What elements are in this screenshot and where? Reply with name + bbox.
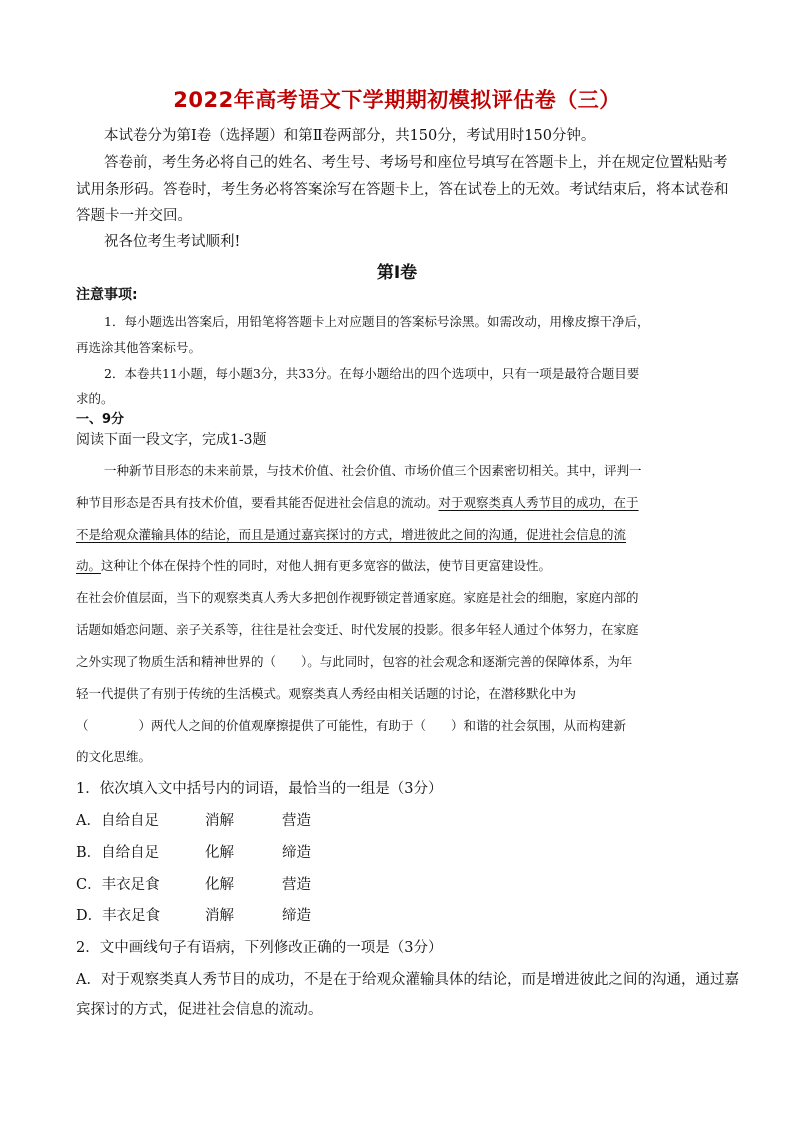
passage-line-4	[76, 556, 551, 576]
option-d-word-1: D．丰衣足食	[76, 908, 161, 924]
option-b-word-1: B．自给自足	[76, 845, 160, 861]
passage-line-4-text: 这种让个体在保持个性的同时，对他人拥有更多宽容的做法，使节目更富建设性。	[101, 558, 552, 573]
note-1-line-2: 再选涂其他答案标号。	[76, 340, 202, 355]
passage-line-8: 轻一代提供了有别于传统的生活模式。观察类真人秀经由相关话题的讨论，在潜移默化中为	[76, 686, 577, 701]
passage-line-6: 话题如婚恋问题、亲子关系等，往往是社会变迁、时代发展的投影。很多年轻人通过个体努力，在家庭	[76, 622, 639, 637]
passage-line-9: （ ）两代人之间的价值观摩擦提供了可能性，有助于（ ）和谐的社会氛围，从而构建新	[76, 718, 627, 733]
question-2-stem: 2．文中画线句子有语病，下列修改正确的一项是（3分）	[76, 940, 443, 956]
section-title: 第Ⅰ卷	[376, 263, 418, 283]
question-2-option-a-line-1: A．对于观察类真人秀节目的成功，不是在于给观众灌输具体的结论，而是增进彼此之间的沟通，通过嘉	[76, 972, 739, 988]
passage-line-1: 一种新节目形态的未来前景，与技术价值、社会价值、市场价值三个因素密切相关。其中，评判一	[104, 463, 642, 478]
intro-paragraph-3: 祝各位考生考试顺利!	[104, 234, 241, 250]
option-c-word-1: C．丰衣足食	[76, 877, 160, 893]
intro-paragraph-1: 本试卷分为第Ⅰ卷（选择题）和第Ⅱ卷两部分，共150分，考试用时150分钟。	[104, 128, 596, 144]
passage-line-2-text: 种节目形态是否具有技术价值，要看其能否促进社会信息的流动。	[76, 495, 439, 510]
option-a-word-1: A．自给自足	[76, 813, 159, 829]
option-b-word-3: 缔造	[282, 845, 311, 861]
option-b-word-2: 化解	[205, 845, 234, 861]
option-d-word-2: 消解	[205, 908, 234, 924]
part-1-instruction: 阅读下面一段文字，完成1-3题	[76, 432, 267, 448]
option-a-word-2: 消解	[205, 813, 234, 829]
note-1-line-1: 1．每小题选出答案后，用铅笔将答题卡上对应题目的答案标号涂黑。如需改动，用橡皮擦干净后，	[104, 314, 650, 329]
passage-line-2	[76, 493, 639, 513]
note-2-line-2: 求的。	[76, 391, 114, 406]
intro-paragraph-2-line-3: 答题卡一并交回。	[76, 208, 192, 224]
underlined-sentence-start: 对于观察类真人秀节目的成功，在于	[438, 495, 639, 510]
passage-line-10: 的文化思维。	[76, 749, 152, 764]
option-d-word-3: 缔造	[282, 908, 311, 924]
option-c-word-2: 化解	[205, 877, 234, 893]
option-a-word-3: 营造	[282, 813, 311, 829]
part-1-heading: 一、9分	[76, 412, 125, 427]
intro-paragraph-2-line-2: 试用条形码。答卷时，考生务必将答案涂写在答题卡上，答在试卷上的无效。考试结束后，将本试卷和	[76, 182, 729, 198]
intro-paragraph-2-line-1: 答卷前，考生务必将自己的姓名、考生号、考场号和座位号填写在答题卡上，并在规定位置粘贴考	[104, 155, 728, 171]
underlined-sentence-middle: 不是给观众灌输具体的结论，而且是通过嘉宾探讨的方式，增进彼此之间的沟通，促进社会信息的流	[76, 527, 627, 542]
option-c-word-3: 营造	[282, 877, 311, 893]
notes-heading: 注意事项:	[76, 287, 138, 303]
note-2-line-1: 2．本卷共11小题，每小题3分，共33分。在每小题给出的四个选项中，只有一项是最符合题目要	[104, 366, 640, 381]
question-2-option-a-line-2: 宾探讨的方式，促进社会信息的流动。	[76, 1002, 323, 1018]
underlined-sentence-end: 动。	[76, 558, 102, 573]
passage-line-7: 之外实现了物质生活和精神世界的（ ）。与此同时，包容的社会观念和逐渐完善的保障体系，为年	[76, 654, 633, 669]
question-1-stem: 1．依次填入文中括号内的词语，最恰当的一组是（3分）	[76, 781, 443, 797]
exam-title: 2022年高考语文下学期期初模拟评估卷（三）	[173, 88, 621, 112]
passage-line-5: 在社会价值层面，当下的观察类真人秀大多把创作视野锁定普通家庭。家庭是社会的细胞，家庭内部的	[76, 590, 639, 605]
